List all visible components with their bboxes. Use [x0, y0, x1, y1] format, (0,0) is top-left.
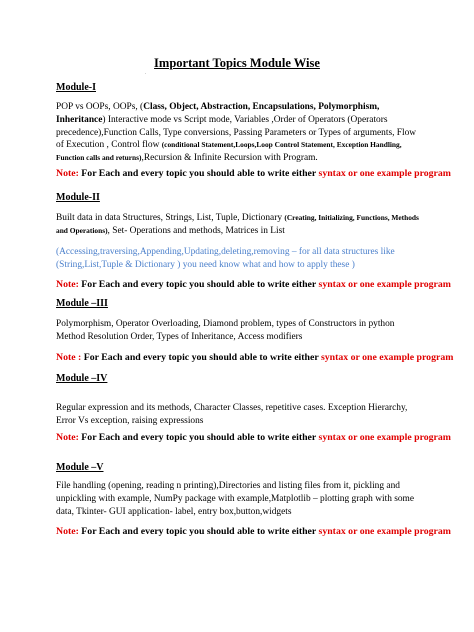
module-2-note — [56, 279, 451, 290]
module-5-topics: File handling (opening, reading n printing),Directories and listing files from it, pickling and unpickling with example, NumPy package with example,Matplotlib – plotting graph with some data, Tkinter- GUI application- label, entry box,button,widgets — [56, 481, 415, 517]
note-label: Note : — [56, 352, 82, 363]
module-3-note — [56, 352, 454, 363]
module-4-text: Regular expression and its methods, Character Classes, repetitive cases — [56, 403, 324, 413]
module-1-note — [56, 168, 451, 179]
note-highlight: syntax or one example program — [318, 526, 451, 537]
module-1-control-flow-details: (conditional Statement,Loops,Loop Control Statement, Exception Handling, Function calls and returns) — [56, 140, 402, 163]
module-1-text-rest: ) Interactive mode vs Script mode, Variables ,Order of Operators (Operators precedence),Function Calls, Type conversions, Passing Parameters or Types of arguments, Flow of Execution , Control flow — [56, 114, 417, 151]
note-label: Note: — [56, 526, 79, 537]
note-label: Note: — [56, 432, 79, 443]
module-4-text-end: . Exception Hierarchy, Error Vs exception, raising expressions — [56, 403, 408, 426]
module-1-text: POP vs OOPs, OOPs, ( — [56, 102, 144, 112]
module-2-details: (Creating, Initializing, Functions, Methods and Operations) — [56, 213, 419, 235]
note-text: For Each and every topic you should able to write either — [81, 352, 321, 363]
module-2-blue-note: (Accessing,traversing,Appending,Updating,deleting,removing – for all data structures like (String,List,Tuple & Dictionary ) you need know what and how to apply these ) — [56, 247, 395, 270]
module-1-text-end: ,Recursion & Infinite Recursion with Program. — [141, 153, 318, 164]
module-3-line-2: Method Resolution Order, Types of Inheritance, Access modifiers — [56, 331, 303, 342]
note-highlight: syntax or one example program — [318, 168, 451, 179]
note-text: For Each and every topic you should able to write either — [78, 168, 319, 179]
module-2-text-end: , Set- Operations and methods, Matrices in List — [107, 225, 285, 236]
module-2-text: Built data in data Structures, Strings, List, Tuple, Dictionary — [56, 213, 285, 223]
note-text: For Each and every topic you should able to write either — [78, 432, 319, 443]
module-1-topics — [56, 101, 422, 165]
module-4-heading: Module –IV — [56, 373, 108, 384]
module-1-oops-concepts: Class, Object, Abstraction, Encapsulations, Polymorphism, Inheritance — [56, 102, 380, 125]
module-2-heading: Module-II — [56, 192, 100, 203]
module-2-topics — [56, 212, 422, 238]
note-label: Note: — [56, 279, 79, 290]
module-3-line-1: Polymorphism, Operator Overloading, Diamond problem, types of Constructors in python — [56, 319, 395, 329]
module-3-topics — [56, 318, 422, 344]
note-highlight: syntax or one example program — [318, 432, 451, 443]
note-highlight: syntax or one example program — [318, 279, 451, 290]
module-1-heading: Module-I — [56, 82, 96, 93]
module-4-topics — [56, 402, 422, 428]
module-3-heading: Module –III — [56, 298, 108, 309]
note-label: Note: — [56, 168, 79, 179]
module-5-note — [56, 526, 451, 537]
page-title: Important Topics Module Wise — [154, 56, 320, 70]
module-5-heading: Module –V — [56, 462, 104, 473]
module-4-note — [56, 432, 451, 443]
note-text: For Each and every topic you should able to write either — [78, 279, 319, 290]
note-highlight: syntax or one example program — [320, 352, 454, 363]
note-text: For Each and every topic you should able to write either — [78, 526, 319, 537]
stray-mark: . — [145, 71, 147, 76]
